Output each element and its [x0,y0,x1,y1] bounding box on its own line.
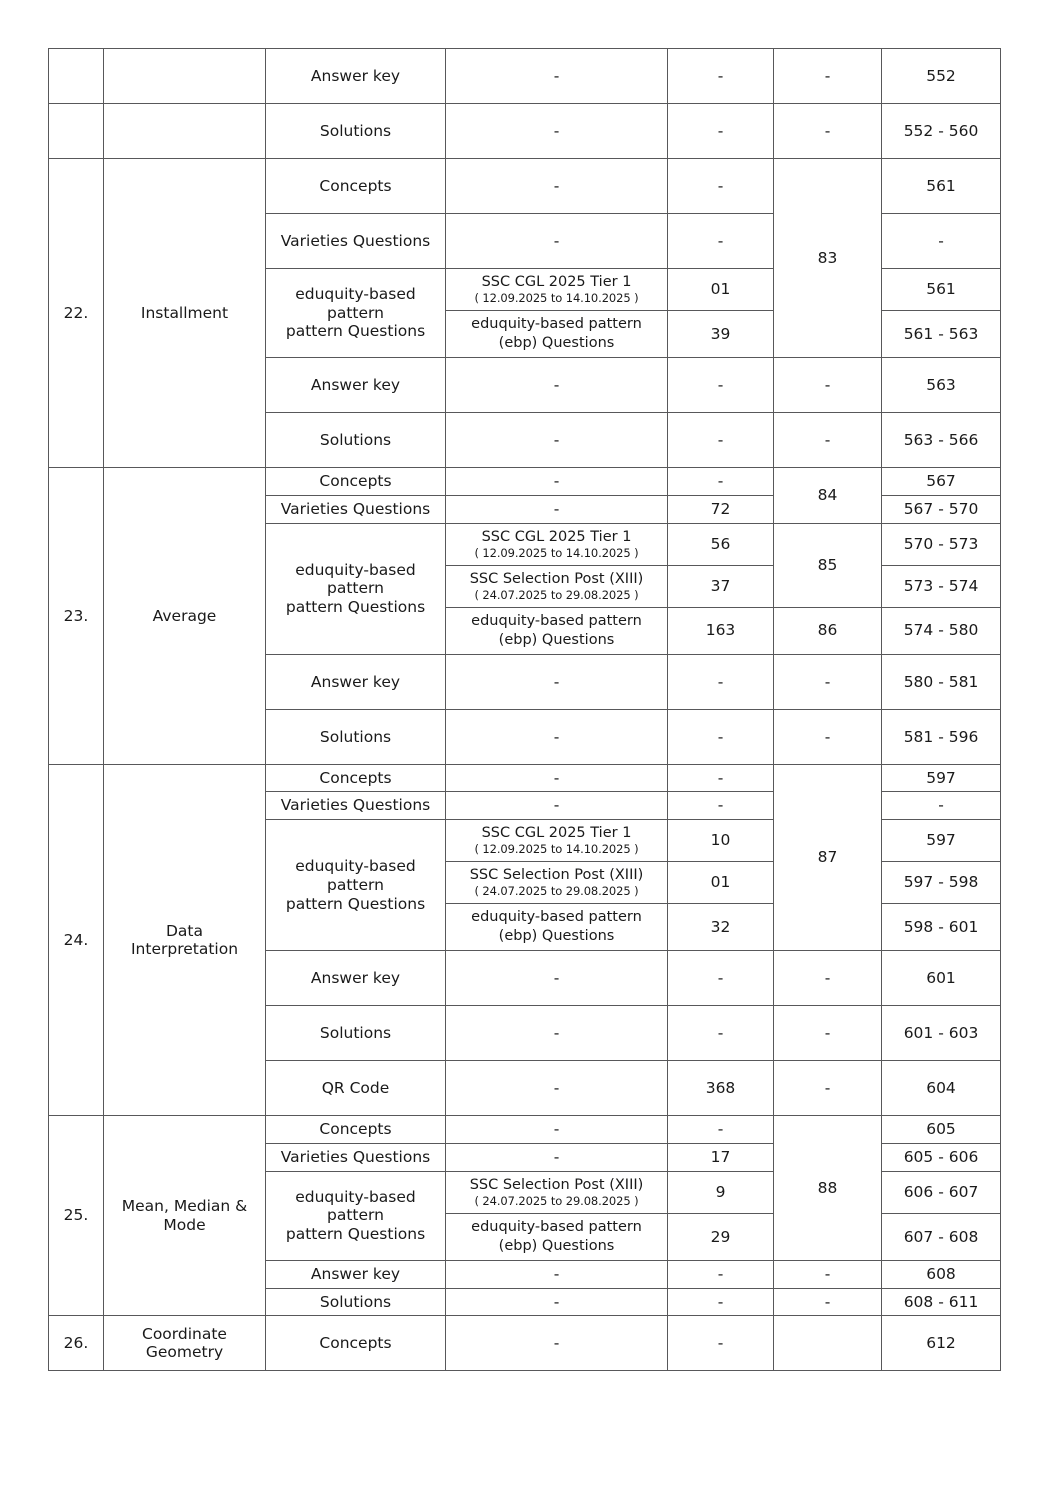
exam-name: SSC Selection Post (XIII) [469,867,644,884]
cell-page: 597 [882,764,1001,792]
cell-exam: - [446,1144,668,1172]
cell-chapter [104,1116,266,1316]
cell-question-count: 17 [668,1144,774,1172]
cell-exam [446,607,668,654]
cell-page: 605 - 606 [882,1144,1001,1172]
cell-page: 608 - 611 [882,1288,1001,1316]
section-ebp-questions [266,523,446,654]
exam-name: SSC Selection Post (XIII) [469,570,644,587]
exam-dates: ( 24.07.2025 to 29.08.2025 ) [474,587,639,602]
exam-name: eduquity-based pattern [471,909,642,926]
cell-question-count: - [668,1260,774,1288]
cell-exam: - [446,1006,668,1061]
section-ebp-line1: eduquity-based pattern [295,285,416,322]
exam-name-line2: (ebp) Questions [498,928,615,945]
cell-varieties-count: - [774,104,882,159]
cell-exam: - [446,468,668,496]
cell-page: 601 - 603 [882,1006,1001,1061]
cell-exam: - [446,358,668,413]
section-ebp-line2: pattern Questions [285,894,426,913]
cell-question-count: - [668,159,774,214]
exam-name: SSC CGL 2025 Tier 1 [481,528,632,545]
section-answer-key: Answer key [266,1260,446,1288]
cell-varieties-count: - [774,709,882,764]
exam-name: eduquity-based pattern [471,316,642,333]
chapter-line2: Mode [163,1215,206,1234]
cell-question-count: - [668,792,774,820]
cell-exam [446,820,668,862]
cell-page: 567 [882,468,1001,496]
cell-exam: - [446,1116,668,1144]
table-row [49,104,1001,159]
cell-exam [446,269,668,311]
cell-chapter [104,104,266,159]
cell-sno: 24. [49,764,104,1116]
cell-sno: 25. [49,1116,104,1316]
cell-chapter: Average [104,468,266,765]
cell-exam: - [446,159,668,214]
cell-page: 574 - 580 [882,607,1001,654]
cell-varieties-count: 83 [774,159,882,358]
cell-page: 612 [882,1316,1001,1371]
cell-page: 608 [882,1260,1001,1288]
cell-question-count: - [668,1006,774,1061]
section-ebp-line1: eduquity-based pattern [295,560,416,598]
cell-varieties-count: 84 [774,468,882,523]
cell-exam: - [446,413,668,468]
cell-question-count: 10 [668,820,774,862]
section-varieties-questions: Varieties Questions [266,792,446,820]
cell-question-count: - [668,654,774,709]
cell-chapter [104,1316,266,1371]
cell-question-count: - [668,709,774,764]
section-ebp-line1: eduquity-based pattern [295,857,416,894]
cell-page: 581 - 596 [882,709,1001,764]
cell-exam: - [446,1061,668,1116]
cell-exam: - [446,951,668,1006]
cell-exam: - [446,104,668,159]
cell-question-count: - [668,49,774,104]
section-ebp-questions [266,269,446,358]
section-solutions: Solutions [266,709,446,764]
cell-exam: - [446,764,668,792]
exam-dates: ( 12.09.2025 to 14.10.2025 ) [474,545,639,560]
section-solutions: Solutions [266,104,446,159]
exam-name: SSC CGL 2025 Tier 1 [481,825,632,842]
table-row [49,49,1001,104]
cell-page: 561 - 563 [882,311,1001,358]
cell-page: 597 [882,820,1001,862]
cell-sno: 22. [49,159,104,468]
section-ebp-questions [266,1171,446,1260]
section-answer-key: Answer key [266,951,446,1006]
cell-sno: 26. [49,1316,104,1371]
cell-question-count: - [668,358,774,413]
cell-question-count: 163 [668,607,774,654]
cell-chapter [104,764,266,1116]
section-varieties-questions: Varieties Questions [266,1144,446,1172]
cell-varieties-count: - [774,1006,882,1061]
cell-question-count: 29 [668,1213,774,1260]
cell-exam [446,1213,668,1260]
cell-varieties-count [774,1316,882,1371]
cell-question-count: 72 [668,495,774,523]
cell-question-count: - [668,951,774,1006]
cell-page: 567 - 570 [882,495,1001,523]
section-ebp-line2: pattern Questions [285,1225,426,1244]
cell-varieties-count: - [774,951,882,1006]
cell-exam: - [446,495,668,523]
section-ebp-line2: pattern Questions [285,322,426,341]
cell-page: 597 - 598 [882,862,1001,904]
cell-page: 570 - 573 [882,523,1001,565]
section-ebp-questions [266,820,446,951]
cell-question-count: - [668,1288,774,1316]
cell-page: 598 - 601 [882,904,1001,951]
cell-exam [446,862,668,904]
exam-dates: ( 24.07.2025 to 29.08.2025 ) [474,1193,639,1208]
cell-question-count: 39 [668,311,774,358]
section-varieties-questions: Varieties Questions [266,214,446,269]
section-ebp-line2: pattern Questions [285,597,426,616]
table-row [49,1316,1001,1371]
cell-page: 563 [882,358,1001,413]
cell-varieties-count: - [774,1260,882,1288]
cell-sno [49,104,104,159]
exam-dates: ( 24.07.2025 to 29.08.2025 ) [474,884,639,899]
exam-dates: ( 12.09.2025 to 14.10.2025 ) [474,842,639,857]
exam-dates: ( 12.09.2025 to 14.10.2025 ) [474,291,639,306]
cell-question-count: - [668,214,774,269]
cell-page: - [882,214,1001,269]
cell-question-count: - [668,413,774,468]
cell-question-count: - [668,104,774,159]
cell-varieties-count: - [774,49,882,104]
cell-page: 561 [882,159,1001,214]
cell-exam: - [446,709,668,764]
exam-name: eduquity-based pattern [471,612,642,629]
exam-name: SSC CGL 2025 Tier 1 [481,274,632,290]
cell-exam: - [446,792,668,820]
cell-page: 606 - 607 [882,1171,1001,1213]
exam-name: SSC Selection Post (XIII) [469,1176,644,1193]
section-concepts: Concepts [266,1116,446,1144]
cell-exam: - [446,1288,668,1316]
cell-page: 552 - 560 [882,104,1001,159]
cell-varieties-count: 88 [774,1116,882,1261]
chapter-line1: Coordinate [142,1324,227,1343]
section-qr-code: QR Code [266,1061,446,1116]
cell-page: 580 - 581 [882,654,1001,709]
cell-exam [446,904,668,951]
cell-exam: - [446,654,668,709]
cell-page: 573 - 574 [882,565,1001,607]
cell-varieties-count: - [774,358,882,413]
cell-question-count: - [668,764,774,792]
cell-page: 607 - 608 [882,1213,1001,1260]
cell-question-count: - [668,468,774,496]
section-solutions: Solutions [266,413,446,468]
cell-varieties-count: - [774,654,882,709]
chapter-line1: Mean, Median & [121,1197,248,1216]
cell-varieties-count: - [774,1061,882,1116]
chapter-line2: Interpretation [130,940,239,959]
cell-exam: - [446,1316,668,1371]
chapter-line1: Data [165,921,203,940]
cell-exam [446,523,668,565]
cell-page: - [882,792,1001,820]
section-concepts: Concepts [266,159,446,214]
table-row [49,468,1001,496]
cell-question-count: 01 [668,269,774,311]
section-varieties-questions: Varieties Questions [266,495,446,523]
cell-question-count: 01 [668,862,774,904]
cell-exam: - [446,1260,668,1288]
cell-page: 563 - 566 [882,413,1001,468]
cell-page: 561 [882,269,1001,311]
section-solutions: Solutions [266,1006,446,1061]
table-row [49,159,1001,214]
cell-varieties-count: - [774,1288,882,1316]
cell-varieties-count: 85 [774,523,882,607]
exam-name-line2: (ebp) Questions [498,335,615,352]
chapter-index-table [48,48,1001,1371]
exam-name-line2: (ebp) Questions [498,1237,615,1254]
cell-question-count: 56 [668,523,774,565]
section-answer-key: Answer key [266,654,446,709]
cell-sno: 23. [49,468,104,765]
cell-varieties-count: 87 [774,764,882,951]
section-concepts: Concepts [266,764,446,792]
cell-question-count: 37 [668,565,774,607]
cell-page: 601 [882,951,1001,1006]
exam-name-line2: (ebp) Questions [498,631,615,648]
cell-chapter [104,49,266,104]
cell-question-count: - [668,1316,774,1371]
cell-chapter: Installment [104,159,266,468]
cell-exam [446,1171,668,1213]
section-concepts: Concepts [266,1316,446,1371]
page-content [48,48,1000,1371]
section-solutions: Solutions [266,1288,446,1316]
cell-exam: - [446,214,668,269]
chapter-line2: Geometry [145,1343,224,1362]
cell-question-count: - [668,1116,774,1144]
cell-varieties-count: - [774,413,882,468]
cell-sno [49,49,104,104]
section-concepts: Concepts [266,468,446,496]
cell-varieties-count: 86 [774,607,882,654]
section-answer-key: Answer key [266,49,446,104]
cell-page: 604 [882,1061,1001,1116]
table-row [49,764,1001,792]
cell-question-count: 32 [668,904,774,951]
table-row [49,1116,1001,1144]
cell-question-count: 9 [668,1171,774,1213]
exam-name: eduquity-based pattern [471,1218,642,1235]
section-ebp-line1: eduquity-based pattern [295,1187,416,1225]
cell-exam [446,565,668,607]
cell-exam [446,311,668,358]
section-answer-key: Answer key [266,358,446,413]
cell-page: 605 [882,1116,1001,1144]
cell-question-count: 368 [668,1061,774,1116]
cell-page: 552 [882,49,1001,104]
cell-exam: - [446,49,668,104]
